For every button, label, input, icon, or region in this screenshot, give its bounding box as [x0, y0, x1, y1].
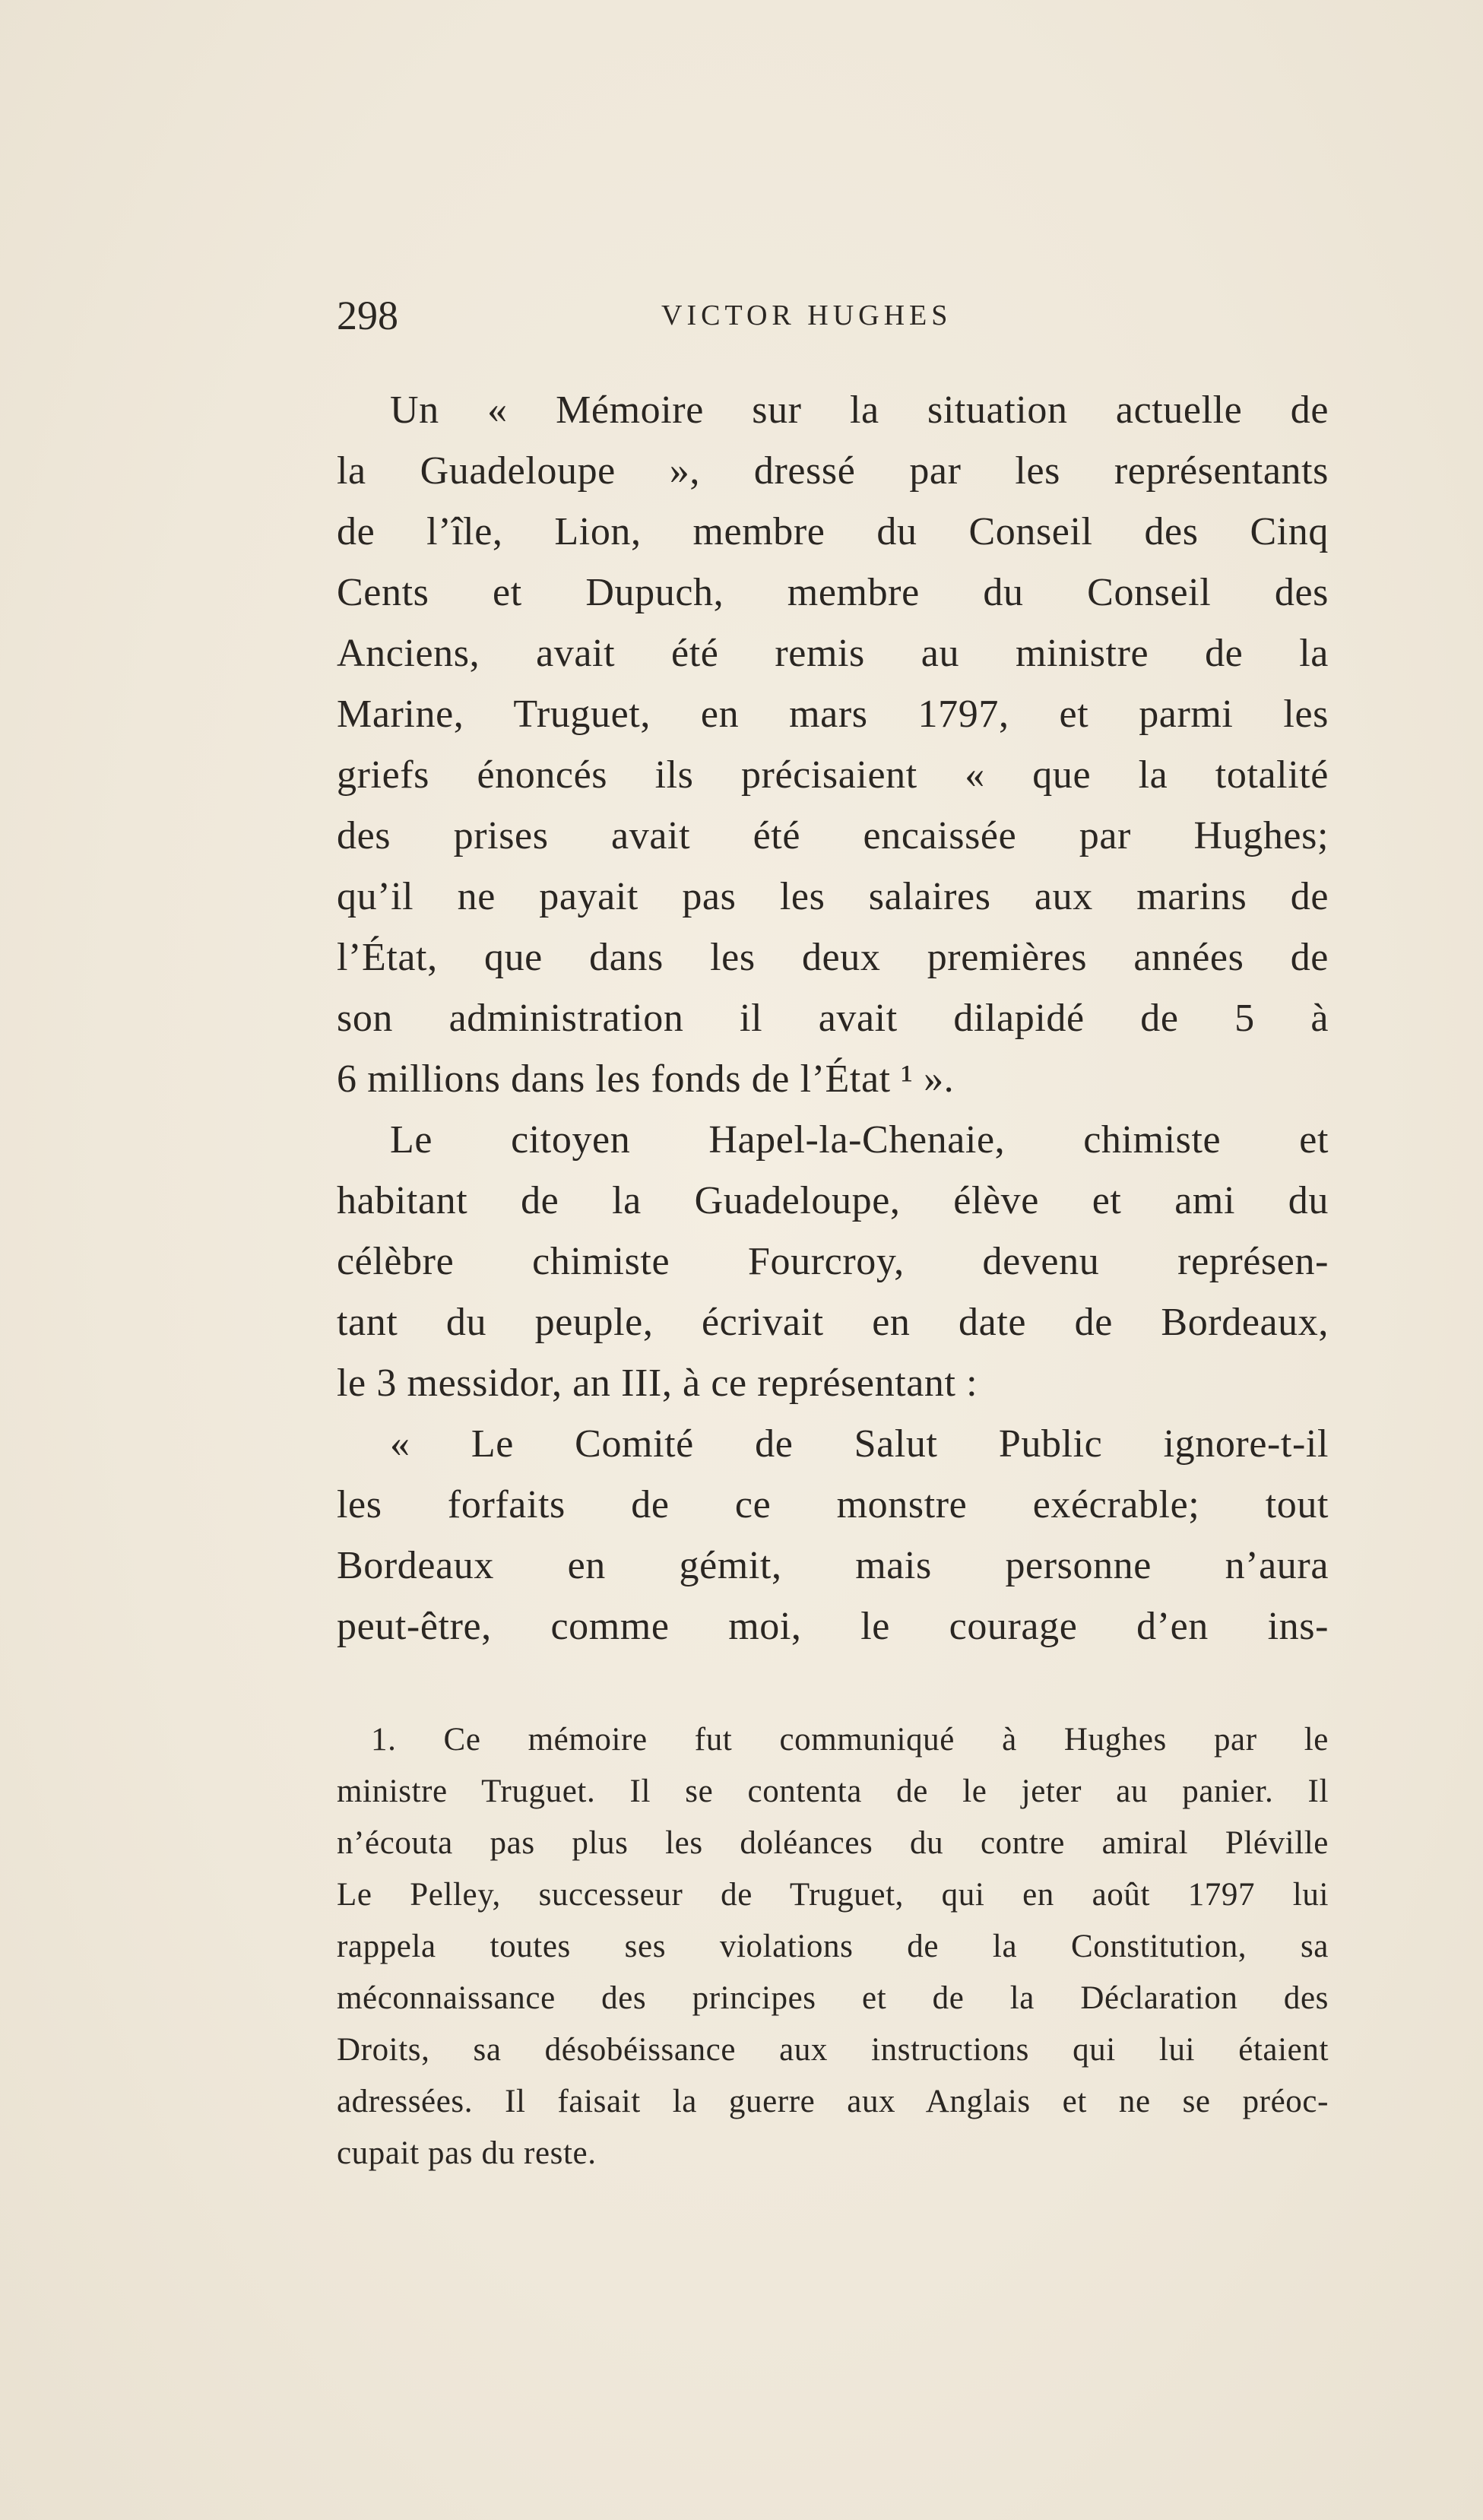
- text-line: 6 millions dans les fonds de l’État ¹ ».: [337, 1057, 955, 1101]
- footnote-line: adressées. Il faisait la guerre aux Anglais et ne se préoc-: [337, 2084, 1329, 2119]
- text-line: Cents et Dupuch, membre du Conseil des: [337, 571, 1329, 614]
- text-line: tant du peuple, écrivait en date de Bordeaux,: [337, 1301, 1329, 1344]
- text-line: Marine, Truguet, en mars 1797, et parmi les: [337, 693, 1329, 736]
- footnote-line: cupait pas du reste.: [337, 2135, 597, 2171]
- footnote-line: ministre Truguet. Il se contenta de le jeter au panier. Il: [337, 1774, 1329, 1809]
- text-line: le 3 messidor, an III, à ce représentant :: [337, 1361, 978, 1405]
- text-line: célèbre chimiste Fourcroy, devenu représen-: [337, 1240, 1329, 1283]
- text-line: Bordeaux en gémit, mais personne n’aura: [337, 1544, 1329, 1587]
- text-line: Un « Mémoire sur la situation actuelle de: [390, 388, 1329, 432]
- text-line: qu’il ne payait pas les salaires aux marins de: [337, 875, 1329, 918]
- text-line: Anciens, avait été remis au ministre de la: [337, 632, 1329, 675]
- text-line: peut-être, comme moi, le courage d’en ins-: [337, 1605, 1329, 1648]
- page-number: 298: [337, 293, 398, 338]
- text-line: griefs énoncés ils précisaient « que la totalité: [337, 753, 1329, 797]
- text-line: son administration il avait dilapidé de 5 à: [337, 997, 1329, 1040]
- text-line: habitant de la Guadeloupe, élève et ami du: [337, 1179, 1329, 1222]
- text-line: les forfaits de ce monstre exécrable; tout: [337, 1483, 1329, 1526]
- running-title: VICTOR HUGHES: [661, 300, 952, 331]
- footnote-line: rappela toutes ses violations de la Constitution, sa: [337, 1929, 1329, 1964]
- footnote-line: n’écouta pas plus les doléances du contre amiral Pléville: [337, 1825, 1329, 1861]
- text-line: la Guadeloupe », dressé par les représentants: [337, 449, 1329, 493]
- text-line: l’État, que dans les deux premières années de: [337, 936, 1329, 979]
- footnote-line: méconnaissance des principes et de la Déclaration des: [337, 1980, 1329, 2016]
- text-line: des prises avait été encaissée par Hughes;: [337, 814, 1329, 857]
- footnote-line: 1. Ce mémoire fut communiqué à Hughes par le: [371, 1722, 1329, 1758]
- footnote-line: Droits, sa désobéissance aux instructions qui lui étaient: [337, 2032, 1329, 2068]
- page-header: [337, 289, 1329, 342]
- footnote-line: Le Pelley, successeur de Truguet, qui en août 1797 lui: [337, 1877, 1329, 1913]
- text-line: Le citoyen Hapel-la-Chenaie, chimiste et: [390, 1118, 1329, 1162]
- footnotes: [337, 1714, 1329, 2179]
- text-line: « Le Comité de Salut Public ignore-t-il: [390, 1422, 1329, 1466]
- text-line: de l’île, Lion, membre du Conseil des Cinq: [337, 510, 1329, 553]
- main-text: [337, 380, 1329, 1657]
